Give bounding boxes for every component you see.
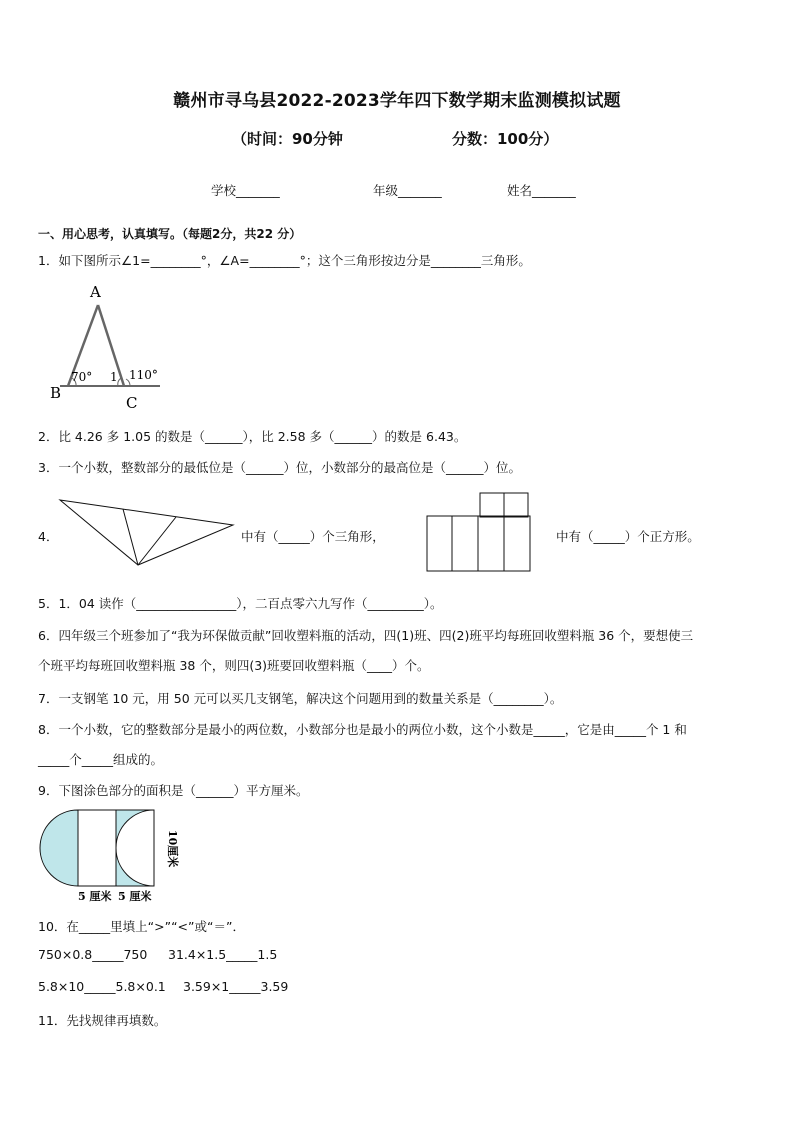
exam-time: （时间：90分钟 xyxy=(232,130,343,148)
grade-field: 年级_______ xyxy=(373,183,442,198)
question-11: 11．先找规律再填数。 xyxy=(38,1013,167,1028)
page-title: 赣州市寻乌县2022-2023学年四下数学期末监测模拟试题 xyxy=(173,91,621,111)
question-3: 3．一个小数，整数部分的最低位是（______）位，小数部分的最高位是（______）位。 xyxy=(38,460,521,475)
q10-expr-4: 3.59×1_____3.59 xyxy=(183,979,289,994)
question-7: 7．一支钢笔 10 元，用 50 元可以买几支钢笔，解决这个问题用到的数量关系是（________）。 xyxy=(38,691,563,706)
vertex-label-a: A xyxy=(90,283,101,301)
question-2: 2．比 4.26 多 1.05 的数是（______），比 2.58 多（______）的数是 6.43。 xyxy=(38,429,467,444)
angle-b-label: 70° xyxy=(71,370,93,384)
question-5: 5．1．04 读作（________________），二百点零六九写作（_________）。 xyxy=(38,596,443,611)
exam-score: 分数：100分） xyxy=(452,130,559,148)
question-8-line-2: _____个_____组成的。 xyxy=(38,752,164,767)
triangle-figure xyxy=(40,280,220,410)
q10-expr-3: 5.8×10_____5.8×0.1 xyxy=(38,979,166,994)
width-label-1: 5 厘米 xyxy=(78,890,112,903)
triangle-count-figure xyxy=(58,498,238,568)
school-field: 学校_______ xyxy=(211,183,280,198)
q10-expr-2: 31.4×1.5_____1.5 xyxy=(168,947,278,962)
shaded-area-figure xyxy=(38,808,198,908)
question-9: 9．下图涂色部分的面积是（______）平方厘米。 xyxy=(38,783,309,798)
vertex-label-b: B xyxy=(50,384,62,402)
square-count-figure xyxy=(426,492,536,574)
section-heading: 一、用心思考，认真填写。（每题2分，共22 分） xyxy=(38,227,302,241)
angle-ext-label: 110° xyxy=(129,368,158,382)
question-6-line-1: 6．四年级三个班参加了“我为环保做贡献”回收塑料瓶的活动，四(1)班、四(2)班平均每班回收塑料瓶 36 个，要想使三 xyxy=(38,628,694,643)
name-field: 姓名_______ xyxy=(507,183,576,198)
question-4-number: 4． xyxy=(38,529,59,544)
question-4-part-b: 中有（_____）个正方形。 xyxy=(556,529,700,544)
question-1: 1．如下图所示∠1=________°，∠A=________°；这个三角形按边分是________三角形。 xyxy=(38,253,531,268)
angle-1-label: 1 xyxy=(110,370,118,384)
q10-expr-1: 750×0.8_____750 xyxy=(38,947,148,962)
question-4-part-a: 中有（_____）个三角形， xyxy=(241,529,385,544)
question-8-line-1: 8．一个小数，它的整数部分是最小的两位数，小数部分也是最小的两位小数，这个小数是_____，它是由_____个 1 和 xyxy=(38,722,687,737)
question-10: 10．在_____里填上“>”“<”或“＝”． xyxy=(38,919,245,934)
width-label-2: 5 厘米 xyxy=(118,890,152,903)
question-6-line-2: 个班平均每班回收塑料瓶 38 个，则四(3)班要回收塑料瓶（____）个。 xyxy=(38,658,430,673)
vertex-label-c: C xyxy=(126,394,138,412)
height-label: 10厘米 xyxy=(166,830,179,868)
